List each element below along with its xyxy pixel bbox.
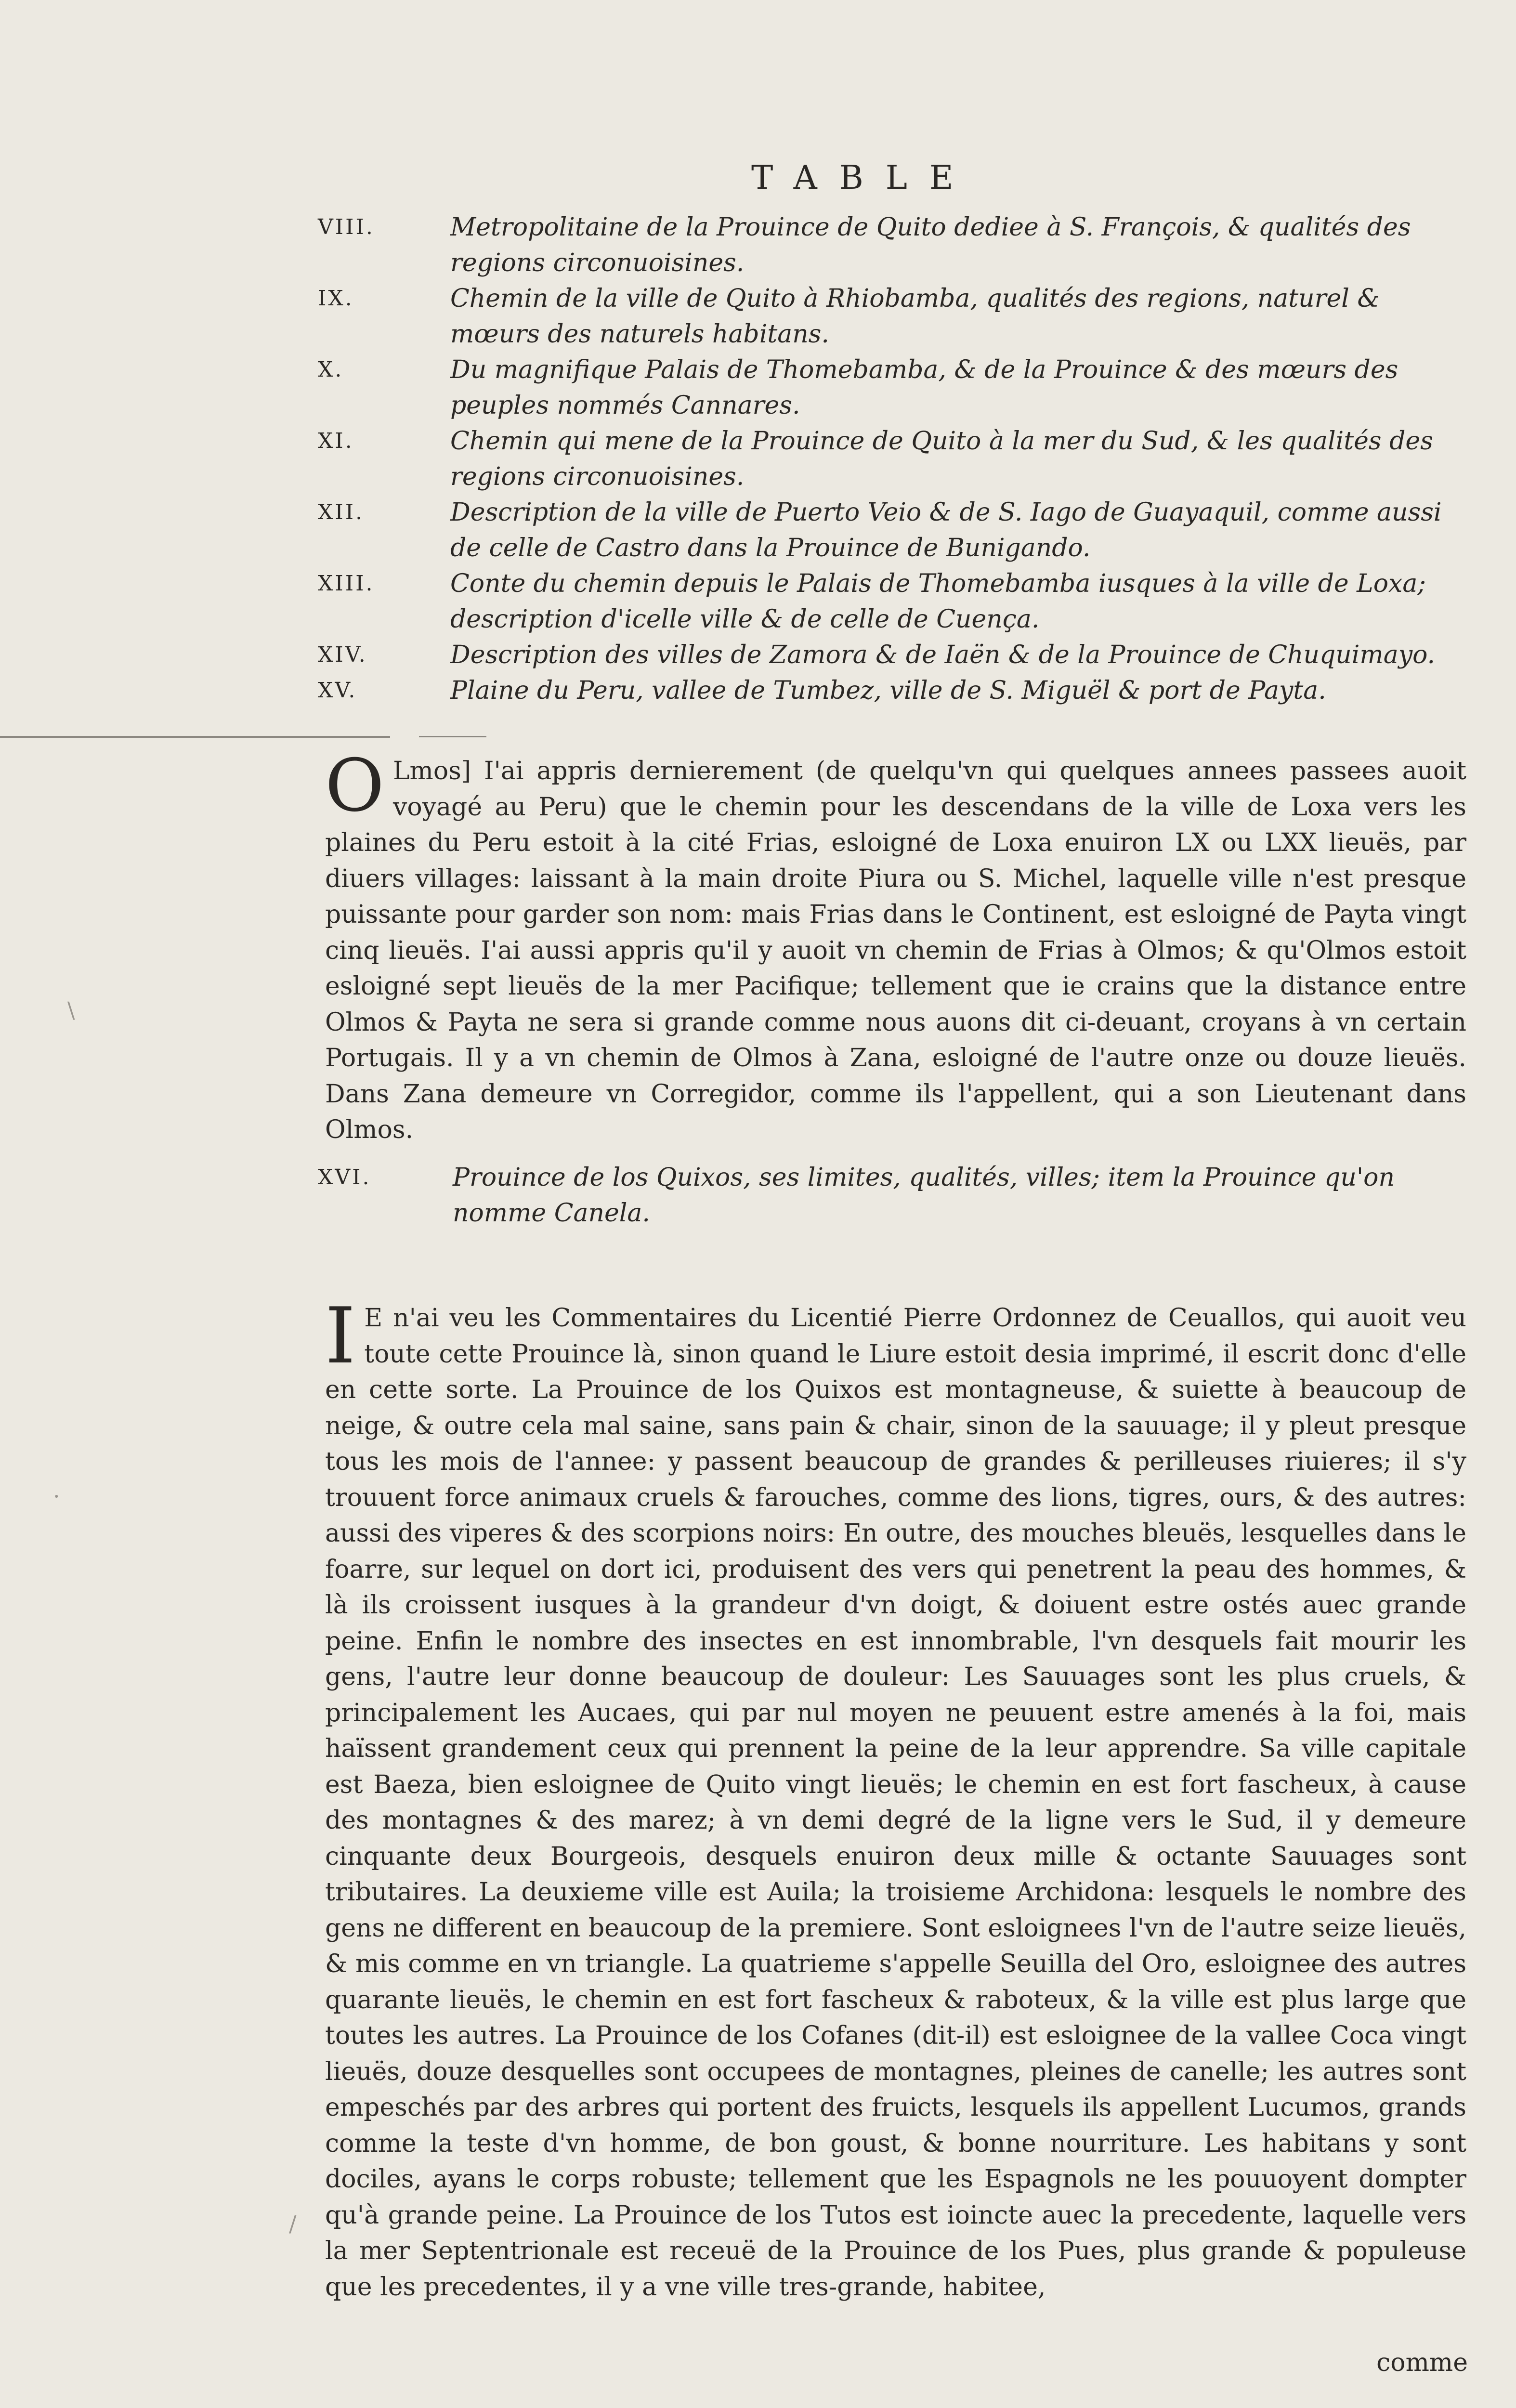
drop-cap: I	[325, 1291, 356, 1381]
toc-text: Metropolitaine de la Prouince de Quito dediee à S. François, & qualités des regions circonuoisines.	[450, 213, 1411, 277]
section-rule	[0, 736, 390, 738]
toc-entry	[318, 352, 1464, 423]
paragraph-text: Lmos] I'ai appris dernierement (de quelqu'vn qui quelques annees passees auoit voyagé au Peru) que le chemin pour les descendans de la ville de Loxa vers les plaines du Peru estoit à la cité Frias, esloigné de Loxa enuiron LX ou LXX lieuës, par diuers villages: laissant à la main droite Piura ou S. Michel, laquelle ville n'est presque puissante pour garder son nom: mais Frias dans le Continent, est esloigné de Payta vingt cinq lieuës. I'ai aussi appris qu'il y auoit vn chemin de Frias à Olmos; & qu'Olmos estoit esloigné sept lieuës de la mer Pacifique; tellement que ie crains que la distance entre Olmos & Payta ne sera si grande comme nous auons dit ci-deuant, croyans à vn certain Portugais. Il y a vn chemin de Olmos à Zana, esloigné de l'autre onze ou douze lieuës. Dans Zana demeure vn Corregidor, comme ils l'appellent, qui a son Lieutenant dans Olmos.	[325, 757, 1466, 1144]
toc-number: XI.	[318, 429, 354, 453]
toc-text: Du magnifique Palais de Thomebamba, & de la Prouince & des mœurs des peuples nommés Cannares.	[450, 355, 1398, 420]
margin-mark: ·	[53, 1483, 60, 1509]
toc-number: X.	[318, 357, 344, 382]
toc-number: XIII.	[318, 571, 375, 596]
catchword: comme	[1376, 2348, 1468, 2377]
chapter-title: Prouince de los Quixos, ses limites, qualités, villes; item la Prouince qu'on nomme Canela.	[453, 1163, 1395, 1228]
section-rule-short	[419, 736, 486, 737]
toc-entry	[318, 495, 1464, 566]
paragraph-text: E n'ai veu les Commentaires du Licentié Pierre Ordonnez de Ceuallos, qui auoit veu toute cette Prouince là, sinon quand le Liure estoit desia imprimé, il escrit donc d'elle en cette sorte. La Prouince de los Quixos est montagneuse, & suiette à beaucoup de neige, & outre cela mal saine, sans pain & chair, sinon de la sauuage; il y pleut presque tous les mois de l'annee: y passent beaucoup de grandes & perilleuses riuieres; il s'y trouuent force animaux cruels & farouches, comme des lions, tigres, ours, & des autres: aussi des viperes & des scorpions noirs: En outre, des mouches bleuës, lesquelles dans le foarre, sur lequel on dort ici, produisent des vers qui penetrent la peau des hommes, & là ils croissent iusques à la grandeur d'vn doigt, & doiuent estre ostés auec grande peine. Enfin le nombre des insectes en est innombrable, l'vn desquels fait mourir les gens, l'autre leur donne beaucoup de douleur: Les Sauuages sont les plus cruels, & principalement les Aucaes, qui par nul moyen ne peuuent estre amenés à la foi, mais haïssent grandement ceux qui prennent la peine de la leur apprendre. Sa ville capitale est Baeza, bien esloignee de Quito vingt lieuës; le chemin en est fort fascheux, à cause des montagnes & des marez; à vn demi degré de la ligne vers le Sud, il y demeure cinquante deux Bourgeois, desquels enuiron deux mille & octante Sauuages sont tributaires. La deuxieme ville est Auila; la troisieme Archidona: lesquels le nombre des gens ne different en beaucoup de la premiere. Sont esloignees l'vn de l'autre seize lieuës, & mis comme en vn triangle. La quatrieme s'appelle Seuilla del Oro, esloignee des autres quarante lieuës, le chemin en est fort fascheux & raboteux, & la ville est plus large que toutes les autres. La Prouince de los Cofanes (dit-il) est esloignee de la vallee Coca vingt lieuës, douze desquelles sont occupees de montagnes, pleines de canelle; les autres sont empeschés par des arbres qui portent des fruicts, lesquels ils appellent Lucumos, grands comme la teste d'vn homme, de bon goust, & bonne nourriture. Les habitans y sont dociles, ayans le corps robuste; tellement que les Espagnols ne les pouuoyent dompter qu'à grande peine. La Prouince de los Tutos est ioincte auec la precedente, laquelle vers la mer Septentrionale est receuë de la Prouince de los Pues, plus grande & populeuse que les precedentes, il y a vne ville tres-grande, habitee,	[325, 1304, 1466, 2302]
margin-mark: \	[67, 997, 75, 1023]
chapter-number: XVI.	[318, 1165, 371, 1190]
toc-entry	[318, 209, 1464, 281]
toc-number: XV.	[318, 678, 357, 703]
toc-entry	[318, 423, 1464, 495]
toc-text: Conte du chemin depuis le Palais de Thomebamba iusques à la ville de Loxa; description d'icelle ville & de celle de Cuença.	[450, 569, 1426, 634]
toc-number: XII.	[318, 500, 365, 524]
body-paragraph-quixos	[325, 1291, 1466, 2350]
toc-number: XIV.	[318, 642, 367, 667]
toc-text: Chemin qui mene de la Prouince de Quito à la mer du Sud, & les qualités des regions circonuoisines.	[450, 427, 1433, 491]
toc-text: Description des villes de Zamora & de Iaën & de la Prouince de Chuquimayo.	[450, 641, 1436, 669]
toc-entry	[318, 673, 1464, 708]
chapter-heading-xvi	[318, 1160, 1464, 1231]
toc-entry	[318, 281, 1464, 352]
toc-text: Plaine du Peru, vallee de Tumbez, ville de S. Miguël & port de Payta.	[450, 676, 1326, 705]
toc-entry	[318, 637, 1464, 673]
toc-text: Chemin de la ville de Quito à Rhiobamba, qualités des regions, naturel & mœurs des naturels habitans.	[450, 284, 1380, 349]
margin-mark: /	[289, 2211, 297, 2237]
toc-text: Description de la ville de Puerto Veio & de S. Iago de Guayaquil, comme aussi de celle de Castro dans la Prouince de Bunigando.	[450, 498, 1442, 563]
drop-cap: O	[325, 744, 384, 828]
body-paragraph-olmos	[325, 744, 1466, 1153]
toc-number: VIII.	[318, 215, 375, 239]
toc-number: IX.	[318, 286, 354, 311]
table-of-contents	[318, 209, 1464, 708]
running-header: TABLE	[751, 159, 976, 197]
toc-entry	[318, 566, 1464, 637]
